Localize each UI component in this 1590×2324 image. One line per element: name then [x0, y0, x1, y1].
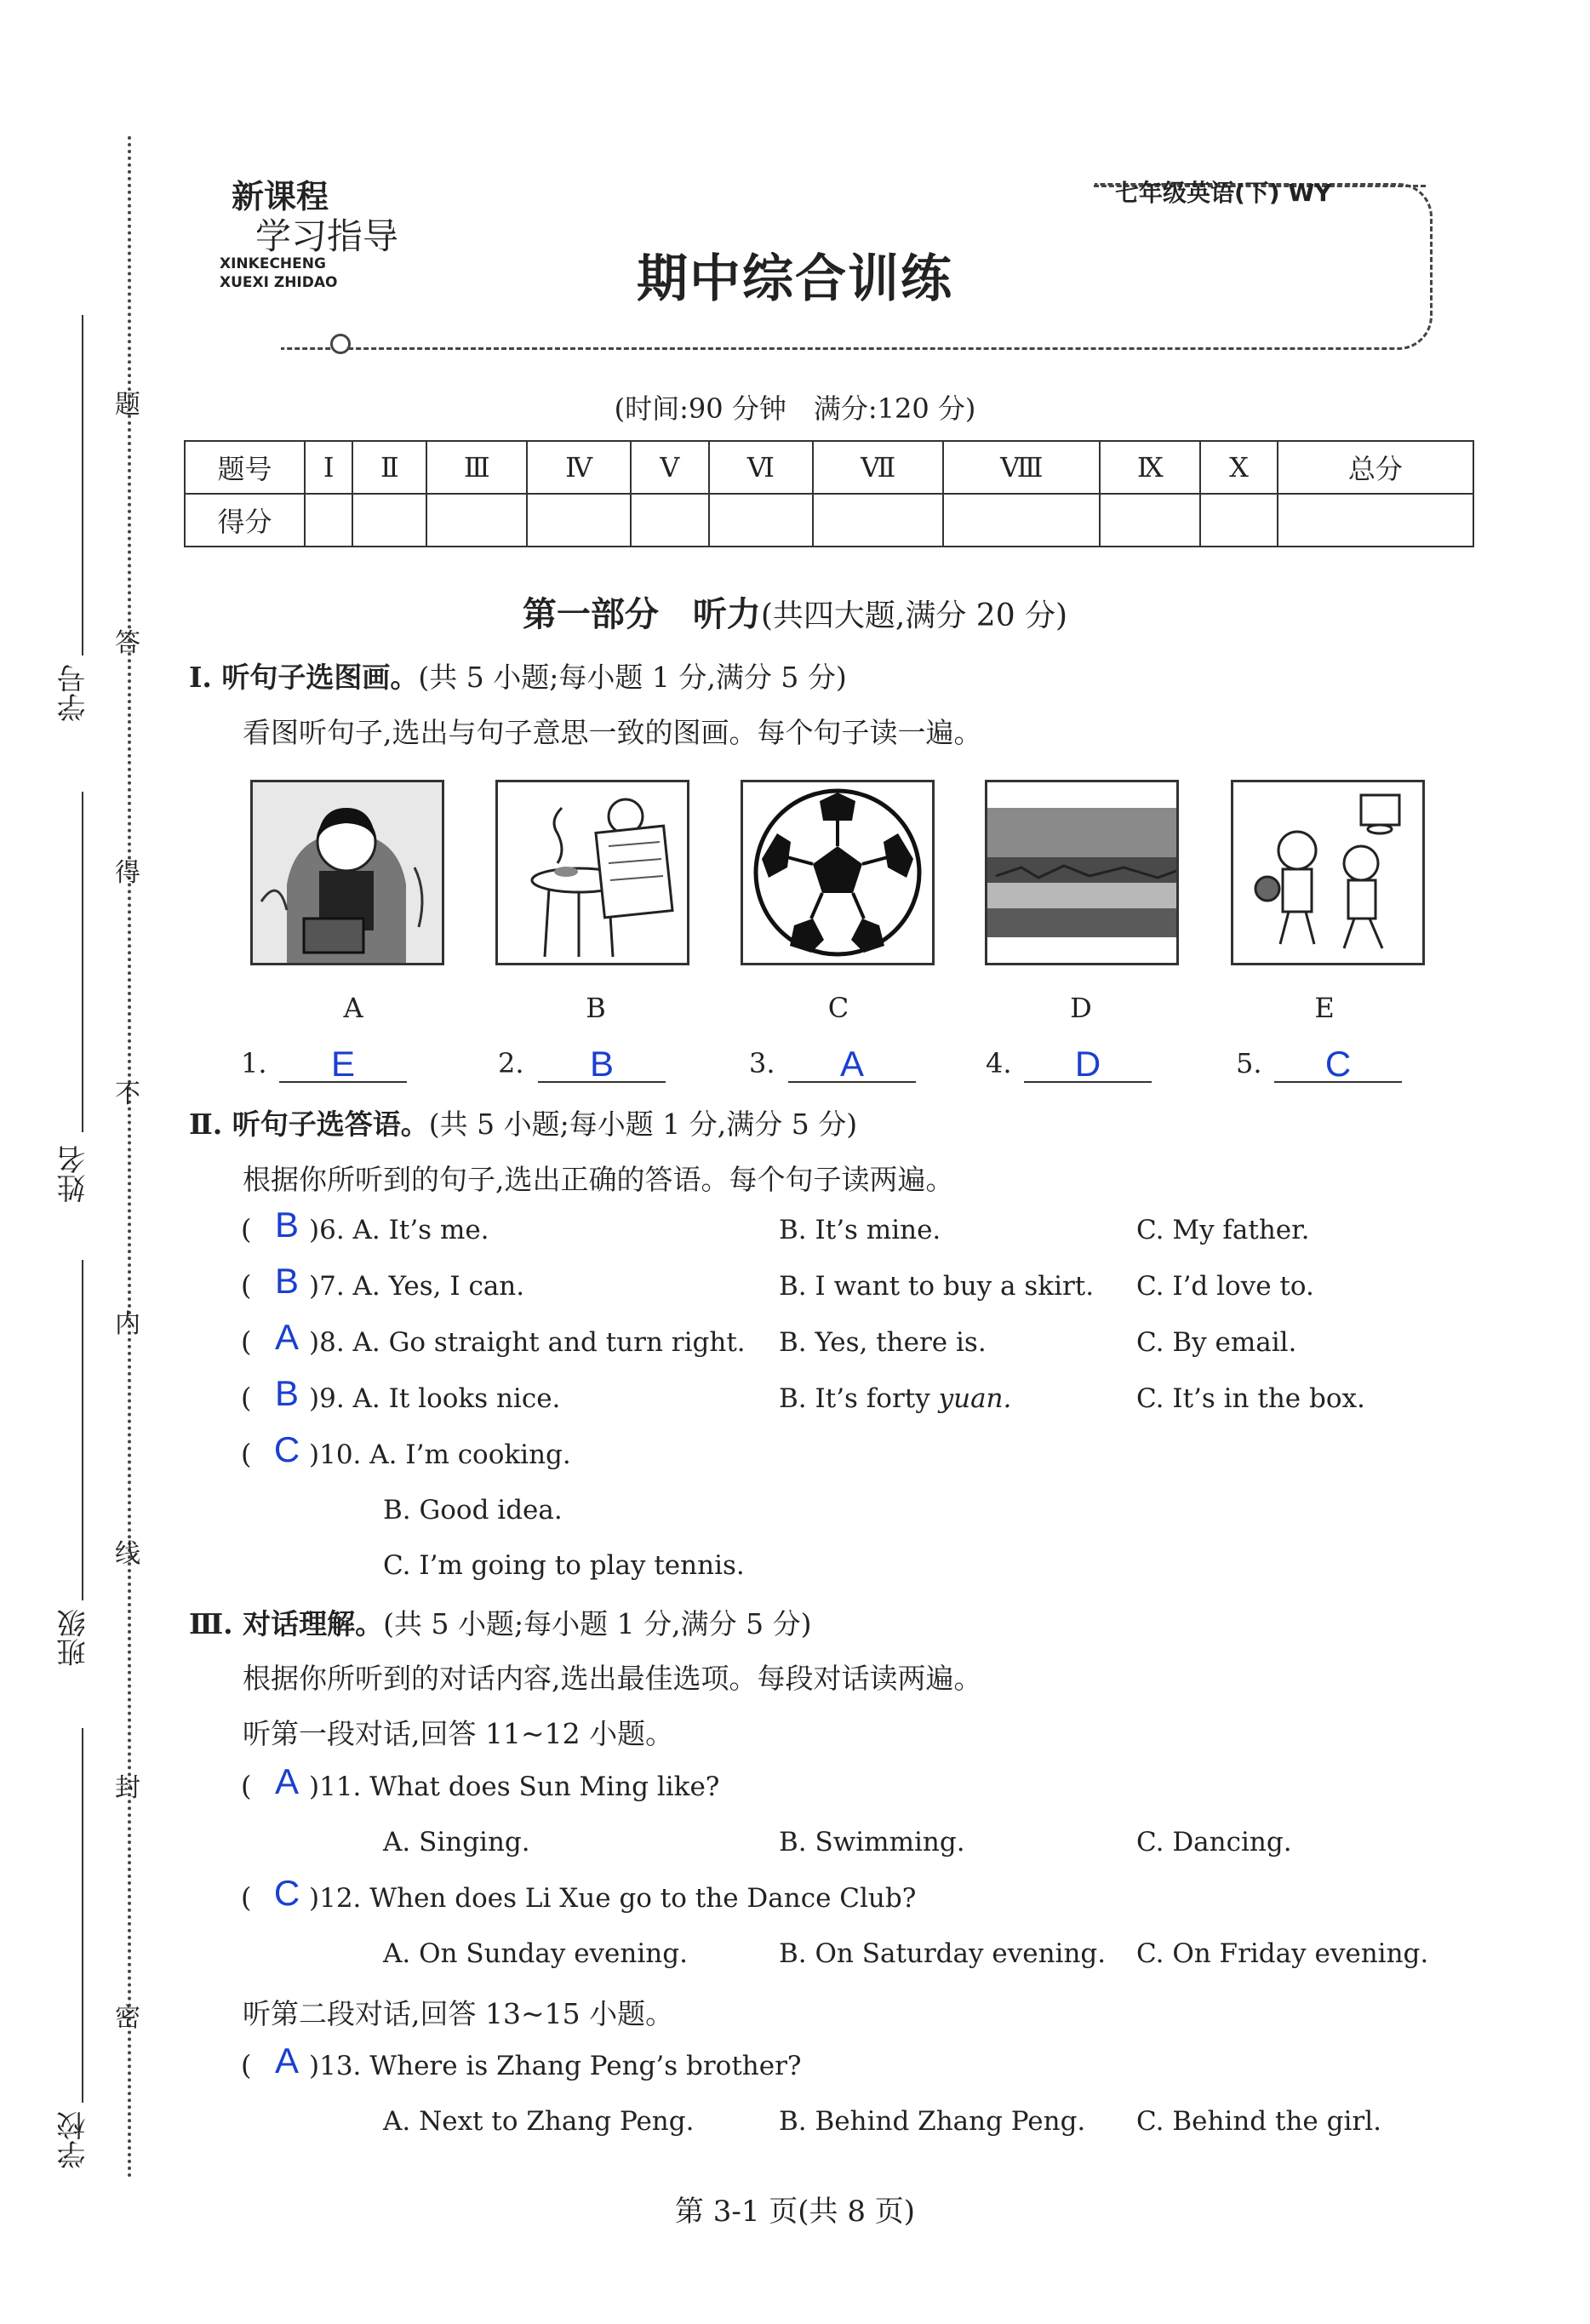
option-b: B. Good idea. [383, 1495, 563, 1525]
picture-label: A [343, 992, 363, 1024]
table-cell: Ⅷ [943, 441, 1100, 494]
picture-label: D [1070, 992, 1092, 1024]
frame-mask [277, 179, 1095, 189]
option-a: A. Next to Zhang Peng. [383, 2106, 695, 2137]
section1-instruction: 看图听句子,选出与句子意思一致的图画。每个句子读一遍。 [243, 716, 982, 749]
option-a: A. Singing. [383, 1827, 530, 1857]
section1-heading [189, 655, 847, 695]
question-stem: )8. A. Go straight and turn right. [309, 1327, 746, 1358]
paren-open: ( [241, 1438, 252, 1470]
table-cell: 得分 [185, 494, 305, 547]
section2-heading [189, 1102, 857, 1142]
paren-open: ( [241, 1881, 252, 1914]
answer-choice[interactable]: C [273, 1429, 300, 1469]
score-input[interactable] [352, 494, 426, 547]
option-c: C. I’m going to play tennis. [383, 1550, 745, 1581]
table-cell: 总分 [1278, 441, 1473, 494]
question-stem: )12. When does Li Xue go to the Dance Club? [309, 1883, 917, 1914]
seal-char: 内 [115, 1309, 140, 1339]
answer-blank[interactable]: B [538, 1047, 666, 1083]
answer-blank[interactable]: C [1274, 1047, 1402, 1083]
score-input[interactable] [1200, 494, 1278, 547]
option-b: B. Swimming. [779, 1827, 965, 1857]
score-input[interactable] [813, 494, 943, 547]
picture-d-lake [985, 780, 1179, 965]
table-cell: Ⅵ [709, 441, 813, 494]
class-line [82, 1260, 83, 1600]
option-b: B. Behind Zhang Peng. [779, 2106, 1086, 2137]
grade-label: 七年级英语(下) WY [1115, 179, 1332, 207]
score-input[interactable] [709, 494, 813, 547]
paren-open: ( [241, 1213, 252, 1245]
logo-subtitle: 学习指导 [255, 215, 399, 257]
table-cell: Ⅸ [1100, 441, 1200, 494]
paren-open: ( [241, 2049, 252, 2081]
picture-e-basketball [1231, 780, 1425, 965]
answer-choice[interactable]: B [274, 1261, 299, 1301]
time-info: (时间:90 分钟 满分:120 分) [614, 392, 976, 425]
logo-pinyin-1: XINKECHENG [220, 255, 326, 272]
answer-blank[interactable]: A [788, 1047, 916, 1083]
question-stem: )11. What does Sun Ming like? [309, 1772, 720, 1802]
question-stem: )9. A. It looks nice. [309, 1383, 561, 1414]
option-c: C. I’d love to. [1136, 1271, 1314, 1302]
name-label: 姓名 [57, 1145, 91, 1203]
table-row [185, 441, 1473, 494]
option-c: C. It’s in the box. [1136, 1383, 1365, 1414]
table-cell: Ⅲ [426, 441, 527, 494]
part1-title: 第一部分 听力 [522, 594, 761, 634]
table-cell: 题号 [185, 441, 305, 494]
answer-choice[interactable]: C [273, 1873, 300, 1913]
answer-number: 2. [498, 1047, 524, 1079]
section2-note: (共 5 小题;每小题 1 分,满分 5 分) [428, 1108, 858, 1141]
page-footer: 第 3-1 页(共 8 页) [674, 2195, 916, 2229]
section3-note: (共 5 小题;每小题 1 分,满分 5 分) [383, 1607, 812, 1640]
question-stem: )6. A. It’s me. [309, 1215, 489, 1245]
option-b: B. Yes, there is. [779, 1327, 987, 1358]
part1-note: (共四大题,满分 20 分) [760, 598, 1068, 633]
part1-heading [0, 587, 1590, 636]
seal-char: 不 [115, 1079, 140, 1109]
question-stem: )13. Where is Zhang Peng’s brother? [309, 2051, 802, 2081]
section3-title: Ⅲ. 对话理解。 [189, 1607, 384, 1640]
section3-instruction: 根据你所听到的对话内容,选出最佳选项。每段对话读两遍。 [243, 1662, 982, 1695]
option-c: C. On Friday evening. [1136, 1938, 1429, 1969]
score-input[interactable] [426, 494, 527, 547]
option-b: B. It’s mine. [779, 1215, 941, 1245]
score-input[interactable] [943, 494, 1100, 547]
table-cell: Ⅹ [1200, 441, 1278, 494]
question-stem: )7. A. Yes, I can. [309, 1271, 525, 1302]
seal-char: 封 [115, 1773, 140, 1803]
name-line [82, 792, 83, 1132]
student-id-label: 学号 [57, 664, 91, 722]
seal-char: 密 [115, 2003, 140, 2033]
table-cell: Ⅴ [631, 441, 709, 494]
seal-char: 线 [115, 1539, 140, 1569]
picture-label: B [586, 992, 606, 1024]
option-c: C. My father. [1136, 1215, 1310, 1245]
answer-blank[interactable]: D [1024, 1047, 1152, 1083]
dialog2-label: 听第二段对话,回答 13~15 小题。 [243, 1997, 674, 2030]
answer-blank[interactable]: E [279, 1047, 407, 1083]
section3-heading [189, 1602, 811, 1642]
option-b-italic: yuan. [938, 1383, 1012, 1414]
binding-dotted-line [128, 136, 131, 2179]
table-cell: Ⅰ [305, 441, 352, 494]
answer-number: 1. [241, 1047, 267, 1079]
answer-number: 3. [749, 1047, 775, 1079]
section1-title: Ⅰ. 听句子选图画。 [189, 661, 419, 694]
option-a: A. On Sunday evening. [383, 1938, 688, 1969]
paren-open: ( [241, 1325, 252, 1358]
table-cell: Ⅳ [527, 441, 631, 494]
picture-b-newspaper [495, 780, 689, 965]
option-b: B. On Saturday evening. [779, 1938, 1107, 1969]
answer-choice[interactable]: A [274, 1317, 299, 1357]
score-input[interactable] [305, 494, 352, 547]
score-input[interactable] [1100, 494, 1200, 547]
paren-open: ( [241, 1269, 252, 1302]
table-row [185, 494, 1473, 547]
picture-a-girl [250, 780, 444, 965]
score-input[interactable] [1278, 494, 1473, 547]
logo-pinyin-2: XUEXI ZHIDAO [220, 274, 338, 291]
table-cell: Ⅱ [352, 441, 426, 494]
paren-open: ( [241, 1770, 252, 1802]
option-b-text: B. It’s forty [779, 1383, 939, 1414]
picture-label: E [1314, 992, 1335, 1024]
option-c: C. Behind the girl. [1136, 2106, 1381, 2137]
score-table [184, 440, 1474, 547]
page-title: 期中综合训练 [637, 249, 953, 309]
picture-label: C [827, 992, 849, 1024]
question-stem: )10. A. I’m cooking. [309, 1440, 571, 1470]
picture-c-football [741, 780, 935, 965]
seal-char: 答 [115, 628, 140, 658]
table-cell: Ⅶ [813, 441, 943, 494]
option-c: C. By email. [1136, 1327, 1297, 1358]
section2-instruction: 根据你所听到的句子,选出正确的答语。每个句子读两遍。 [243, 1163, 954, 1196]
option-c: C. Dancing. [1136, 1827, 1292, 1857]
paren-open: ( [241, 1382, 252, 1414]
answer-number: 5. [1236, 1047, 1262, 1079]
logo-title: 新课程 [232, 177, 329, 215]
answer-number: 4. [986, 1047, 1012, 1079]
section1-note: (共 5 小题;每小题 1 分,满分 5 分) [418, 661, 847, 694]
seal-char: 得 [115, 858, 140, 888]
answer-choice[interactable]: A [274, 1761, 299, 1801]
section2-title: Ⅱ. 听句子选答语。 [189, 1108, 429, 1141]
dialog1-label: 听第一段对话,回答 11~12 小题。 [243, 1717, 674, 1750]
answer-choice[interactable]: B [274, 1373, 299, 1413]
school-label: 学校 [57, 2111, 91, 2169]
answer-choice[interactable]: B [274, 1205, 299, 1245]
class-label: 班级 [57, 1609, 91, 1667]
seal-char: 题 [115, 390, 140, 420]
school-line [82, 1728, 83, 2103]
score-input[interactable] [631, 494, 709, 547]
score-input[interactable] [527, 494, 631, 547]
option-b: B. I want to buy a skirt. [779, 1271, 1095, 1302]
answer-choice[interactable]: A [274, 2041, 299, 2081]
frame-knob-icon [330, 334, 351, 354]
option-b [779, 1383, 1011, 1414]
